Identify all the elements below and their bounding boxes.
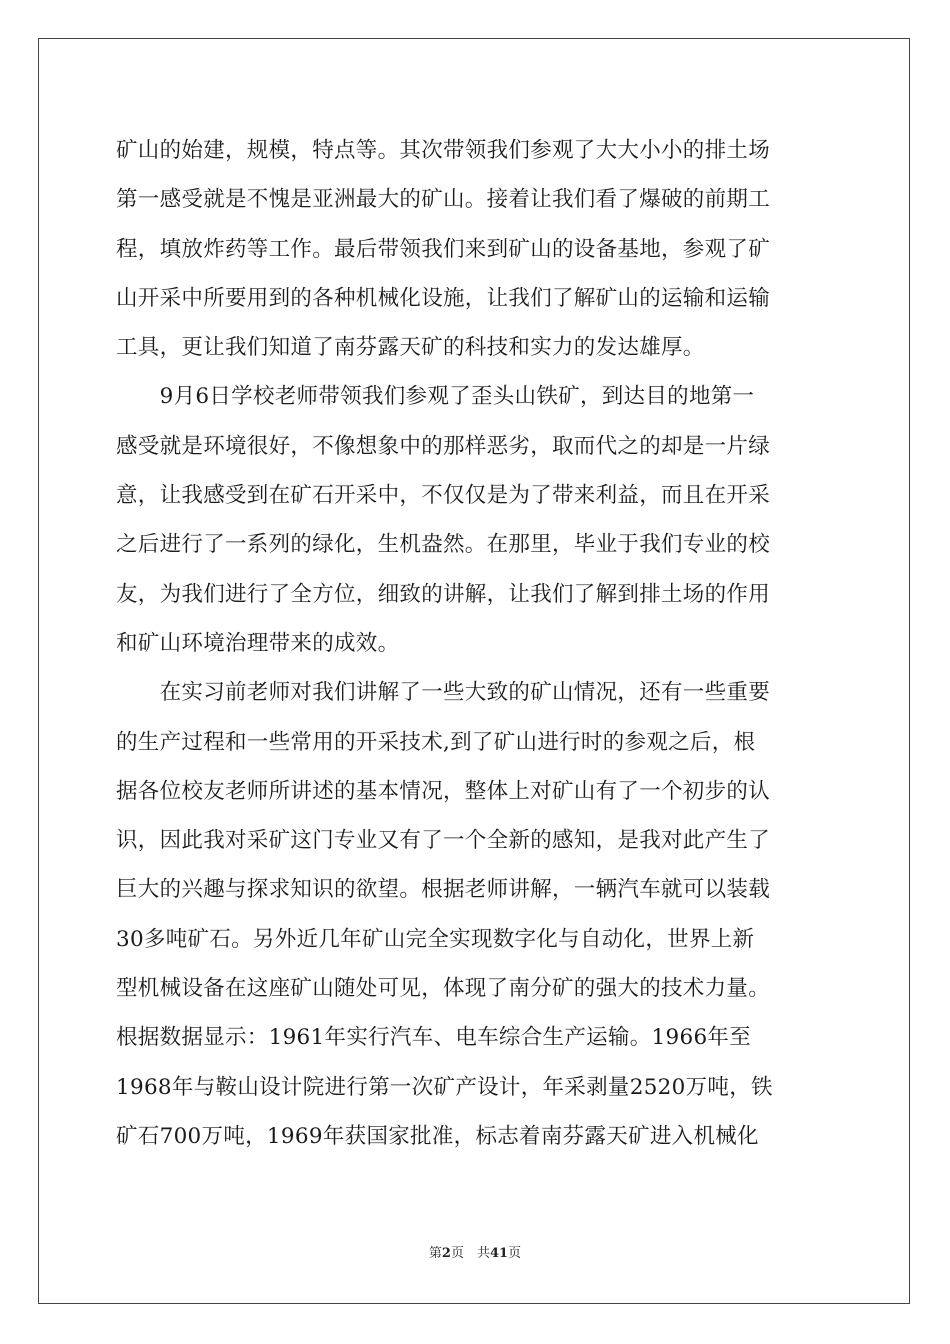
page-footer [0, 1246, 950, 1262]
text-line: 巨大的兴趣与探求知识的欲望。根据老师讲解，一辆汽车就可以装载 [116, 877, 771, 903]
text-line: 30多吨矿石。另外近几年矿山完全实现数字化与自动化，世界上新 [116, 926, 755, 952]
text-line: 程，填放炸药等工作。最后带领我们来到矿山的设备基地，参观了矿 [116, 236, 771, 262]
text-line: 型机械设备在这座矿山随处可见，体现了南分矿的强大的技术力量。 [116, 976, 771, 1002]
text-line: 山开采中所要用到的各种机械化设施，让我们了解矿山的运输和运输 [116, 285, 771, 311]
text-line: 第一感受就是不愧是亚洲最大的矿山。接着让我们看了爆破的前期工 [116, 187, 771, 213]
document-body [116, 126, 834, 1161]
text-line: 意，让我感受到在矿石开采中，不仅仅是为了带来利益，而且在开采 [116, 483, 771, 509]
page-total: 41 [489, 1246, 509, 1261]
text-line: 据各位校友老师所讲述的基本情况，整体上对矿山有了一个初步的认 [116, 778, 771, 804]
page-mid: 页 共 [450, 1246, 490, 1261]
text-line: 根据数据显示：1961年实行汽车、电车综合生产运输。1966年至 [116, 1025, 752, 1051]
text-line: 之后进行了一系列的绿化，生机盎然。在那里，毕业于我们专业的校 [116, 532, 771, 558]
page-prefix: 第 [428, 1246, 442, 1261]
text-line: 在实习前老师对我们讲解了一些大致的矿山情况，还有一些重要 [116, 680, 771, 706]
text-line: 友，为我们进行了全方位，细致的讲解，让我们了解到排土场的作用 [116, 581, 771, 607]
text-line: 的生产过程和一些常用的开采技术,到了矿山进行时的参观之后，根 [116, 729, 756, 755]
text-line: 工具，更让我们知道了南芬露天矿的科技和实力的发达雄厚。 [116, 335, 705, 361]
page-suffix: 页 [508, 1246, 522, 1261]
text-line: 识，因此我对采矿这门专业又有了一个全新的感知，是我对此产生了 [116, 828, 771, 854]
text-line: 矿山的始建，规模，特点等。其次带领我们参观了大大小小的排土场 [116, 138, 771, 163]
text-line: 感受就是环境很好，不像想象中的那样恶劣，取而代之的却是一片绿 [116, 433, 771, 459]
text-line: 1968年与鞍山设计院进行第一次矿产设计，年采剥量2520万吨，铁 [116, 1074, 773, 1100]
text-line: 和矿山环境治理带来的成效。 [116, 630, 400, 656]
text-line: 矿石700万吨，1969年获国家批准，标志着南芬露天矿进入机械化 [116, 1123, 759, 1149]
page-current: 2 [441, 1246, 451, 1261]
text-line: 9月6日学校老师带领我们参观了歪头山铁矿，到达目的地第一 [116, 384, 755, 410]
